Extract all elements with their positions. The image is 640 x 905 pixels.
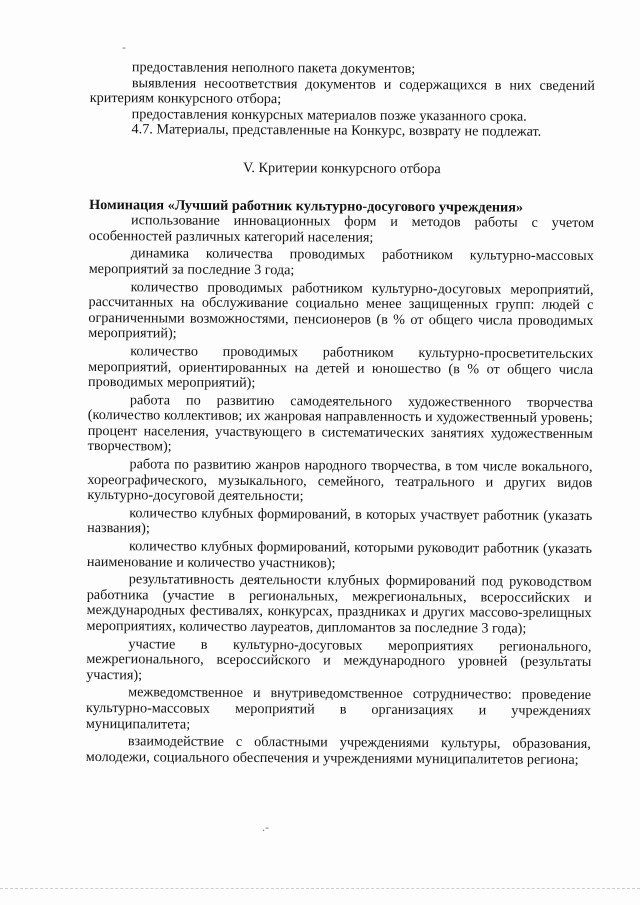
criterion-item: работа по развитию жанров народного творчества, в том числе вокального, хореографического, музыкального, семейного, театрального и других видов культурно-досуговой деятельности; xyxy=(87,456,593,505)
criterion-item: количество проводимых работником культурно-просветительских мероприятий, ориентированных на детей и юношество (в % от общего числа проводимых мероприятий); xyxy=(87,343,594,392)
criterion-item: количество клубных формирований, в которых участвует работник (указать названия); xyxy=(87,505,593,537)
criterion-item: количество проводимых работником культурно-досуговых мероприятий, рассчитанных на обслуживание социально менее защищенных групп: людей с ограниченными возможностями, пенсионеров (в % от общего числа проводимых мероприятий); xyxy=(88,278,594,342)
nomination-title: Номинация «Лучший работник культурно-досугового учреждения» xyxy=(89,196,524,216)
scan-speck: - xyxy=(122,40,126,54)
criterion-item: работа по развитию самодеятельного художественного творчества (количество коллективов; их жанровая направленность и художественный уровень; процент населения, участвующего в систематических занятиях художественным творчеством); xyxy=(87,391,593,455)
clause-4-7: 4.7. Материалы, представленные на Конкурс, возврату не подлежат. xyxy=(131,121,542,141)
criterion-item: взаимодействие с областными учреждениями культуры, образования, молодежи, социального обеспечения и учреждениями муниципалитетов региона; xyxy=(85,733,591,768)
scan-edge-line xyxy=(0,888,640,889)
list-item: предоставления неполного пакета документов; xyxy=(131,59,416,77)
scan-speck: .- xyxy=(262,820,269,834)
section-heading: V. Критерии конкурсного отбора xyxy=(242,159,441,178)
criterion-item: межведомственное и внутриведомственное сотрудничество: проведение культурно-массовых мероприятий в организациях и учреждениях муниципалитета; xyxy=(85,684,592,733)
list-item: предоставления конкурсных материалов позже указанного срока. xyxy=(131,106,527,125)
criterion-item: количество клубных формирований, которыми руководит работник (указать наименование и количество участников); xyxy=(86,538,593,572)
list-item: выявления несоответствия документов и содержащихся в них сведений критериям конкурсного отбора; xyxy=(89,74,595,108)
document-body xyxy=(86,60,595,768)
criterion-item: участие в культурно-досуговых мероприятиях регионального, межрегионального, всероссийского и международного уровней (результаты участия); xyxy=(86,635,592,684)
criterion-item: результативность деятельности клубных формирований под руководством работника (участие в региональных, межрегиональных, всероссийских и международных фестивалях, конкурсах, праздниках и других массово-зрелищных мероприятиях, количество лауреатов, дипломантов за последние 3 года); xyxy=(86,571,592,637)
criterion-item: динамика количества проводимых работником культурно-массовых мероприятий за последние 3 года; xyxy=(88,245,594,279)
criterion-item: использование инновационных форм и методов работы с учетом особенностей различных категорий населения; xyxy=(88,212,595,246)
